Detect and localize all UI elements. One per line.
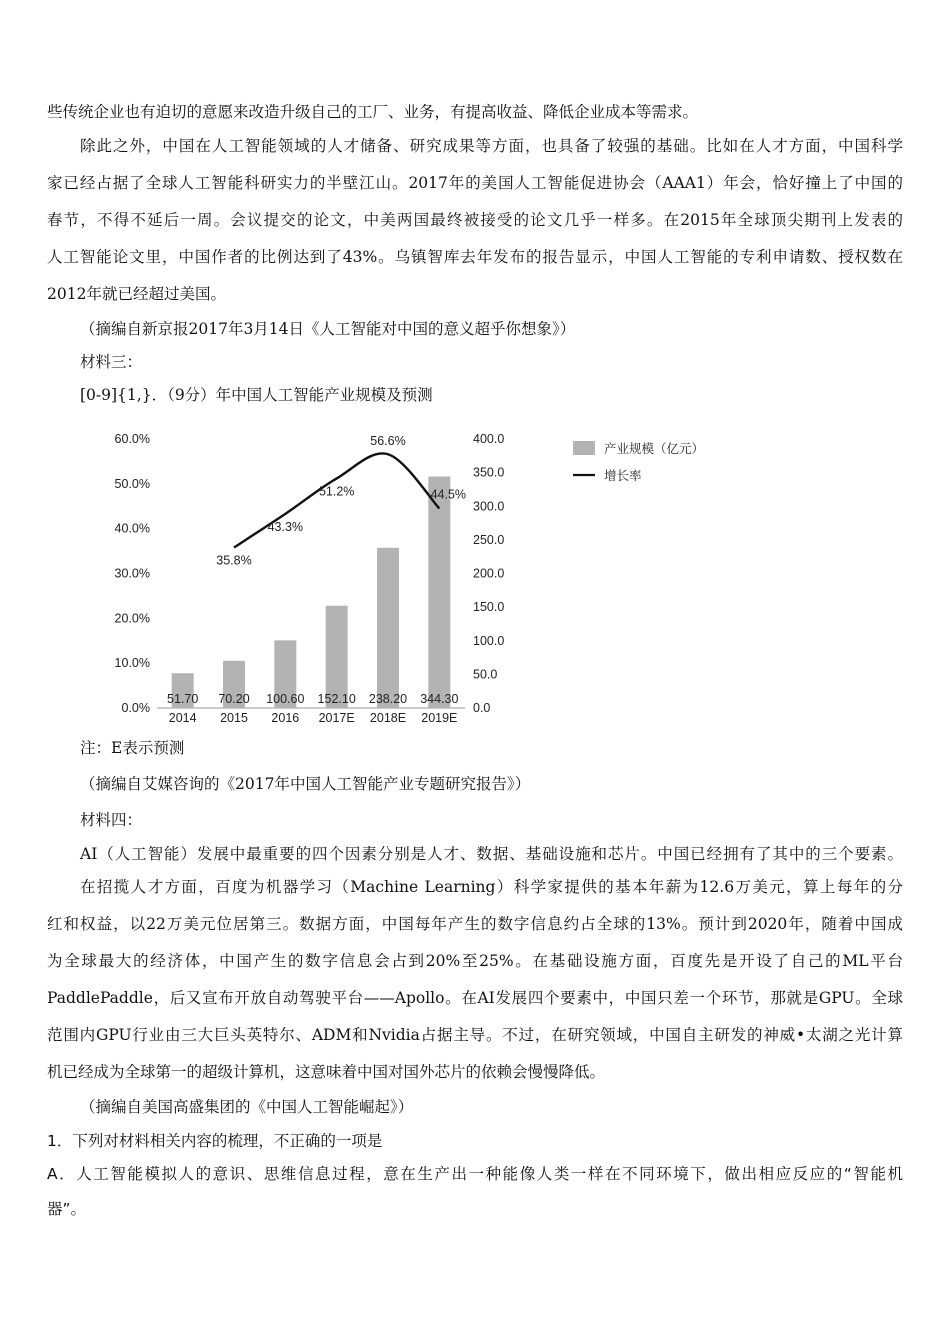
right-axis-tick-label: 150.0 <box>473 600 505 615</box>
growth-rate-label: 44.5% <box>430 487 467 502</box>
x-axis-tick-label: 2016 <box>271 711 300 725</box>
paragraph-line: 些传统企业也有迫切的意愿来改造升级自己的工厂、业务，有提高收益、降低企业成本等需求。 <box>47 103 699 121</box>
paragraph-line: 机已经成为全球第一的超级计算机，这意味着中国对国外芯片的依赖会慢慢降低。 <box>47 1063 606 1081</box>
x-axis-tick-label: 2014 <box>168 711 197 725</box>
section-heading: 材料三： <box>80 353 143 371</box>
bar-2018E <box>377 548 399 708</box>
growth-rate-label: 51.2% <box>318 484 355 499</box>
chart-note: 注：E表示预测 <box>80 739 185 757</box>
paragraph-line: 家已经占据了全球人工智能科研实力的半壁江山。2017年的美国人工智能促进协会（AAA1）年会，恰好撞上了中国的 <box>47 174 903 192</box>
growth-rate-line <box>234 453 439 547</box>
left-axis-tick-label: 0.0% <box>121 701 150 715</box>
x-axis-tick-label: 2015 <box>220 711 248 725</box>
paragraph-line: 红和权益，以22万美元位居第三。数据方面，中国每年产生的数字信息约占全球的13%。预计到2020年，随着中国成 <box>47 915 903 933</box>
paragraph-line: PaddlePaddle，后又宣布开放自动驾驶平台——Apollo。在AI发展四个要素中，中国只差一个环节，那就是GPU。全球 <box>47 989 903 1007</box>
paragraph-line: 除此之外，中国在人工智能领域的人才储备、研究成果等方面，也具备了较强的基础。比如在人才方面，中国科学 <box>80 137 903 155</box>
x-axis-tick-label: 2018E <box>369 711 407 725</box>
left-axis-tick-label: 30.0% <box>114 566 150 581</box>
paragraph-line: AI（人工智能）发展中最重要的四个因素分别是人才、数据、基础设施和芯片。中国已经拥有了其中的三个要素。 <box>80 845 903 863</box>
left-axis-tick-label: 10.0% <box>114 656 150 671</box>
paragraph-line: 春节，不得不延后一周。会议提交的论文，中美两国最终被接受的论文几乎一样多。在2015年全球顶尖期刊上发表的 <box>47 211 903 229</box>
paragraph-line: 范围内GPU行业由三大巨头英特尔、ADM和Nvidia占据主导。不过，在研究领域，中国自主研发的神威•太湖之光计算 <box>47 1026 903 1044</box>
paragraph-line: 在招揽人才方面，百度为机器学习（Machine Learning）科学家提供的基本年薪为12.6万美元，算上每年的分 <box>80 878 903 896</box>
right-axis-tick-label: 0.0 <box>473 701 491 715</box>
growth-rate-label: 43.3% <box>267 519 304 534</box>
paragraph-line: 为全球最大的经济体，中国产生的数字信息会占到20%至25%。在基础设施方面，百度先是开设了自己的ML平台 <box>47 952 903 970</box>
source-citation: （摘编自艾媒咨询的《2017年中国人工智能产业专题研究报告》） <box>80 775 531 793</box>
answer-option-a: A．人工智能模拟人的意识、思维信息过程，意在生产出一种能像人类一样在不同环境下，做出相应反应的“智能机 <box>47 1165 903 1183</box>
bar-value-label: 152.10 <box>317 692 356 706</box>
legend-line-label: 增长率 <box>604 469 642 483</box>
bar-value-label: 344.30 <box>420 692 459 706</box>
left-axis-tick-label: 60.0% <box>114 432 150 446</box>
right-axis-tick-label: 250.0 <box>473 532 505 547</box>
paragraph-line: 2012年就已经超过美国。 <box>47 285 226 303</box>
x-axis-tick-label: 2019E <box>421 711 458 725</box>
paragraph-line: 人工智能论文里，中国作者的比例达到了43%。乌镇智库去年发布的报告显示，中国人工智能的专利申请数、授权数在 <box>47 248 903 266</box>
ai-industry-chart <box>80 418 760 736</box>
bar-value-label: 100.60 <box>266 692 305 706</box>
right-axis-tick-label: 200.0 <box>473 566 505 581</box>
growth-rate-label: 56.6% <box>370 434 406 449</box>
question-stem: 1．下列对材料相关内容的梳理，不正确的一项是 <box>47 1132 383 1150</box>
legend-bar-swatch <box>573 441 595 455</box>
bar-2019E <box>428 476 450 708</box>
left-axis-tick-label: 50.0% <box>114 476 150 491</box>
left-axis-tick-label: 40.0% <box>114 521 150 536</box>
source-citation: （摘编自新京报2017年3月14日《人工智能对中国的意义超乎你想象》） <box>80 320 576 338</box>
answer-option-a-cont: 器”。 <box>47 1200 87 1218</box>
chart-caption: [0-9]{1,}．（9分）年中国人工智能产业规模及预测 <box>80 386 433 404</box>
right-axis-tick-label: 300.0 <box>473 499 505 514</box>
source-citation: （摘编自美国高盛集团的《中国人工智能崛起》） <box>80 1098 414 1116</box>
legend-bar-label: 产业规模（亿元） <box>604 442 705 456</box>
bar-value-label: 70.20 <box>218 692 250 706</box>
right-axis-tick-label: 50.0 <box>473 667 498 682</box>
right-axis-tick-label: 350.0 <box>473 465 505 480</box>
bar-value-label: 238.20 <box>368 692 408 706</box>
section-heading: 材料四： <box>80 811 143 829</box>
right-axis-tick-label: 100.0 <box>473 633 505 648</box>
right-axis-tick-label: 400.0 <box>473 432 505 446</box>
bar-value-label: 51.70 <box>167 692 199 706</box>
growth-rate-label: 35.8% <box>216 553 252 568</box>
left-axis-tick-label: 20.0% <box>114 611 150 626</box>
x-axis-tick-label: 2017E <box>318 711 355 725</box>
